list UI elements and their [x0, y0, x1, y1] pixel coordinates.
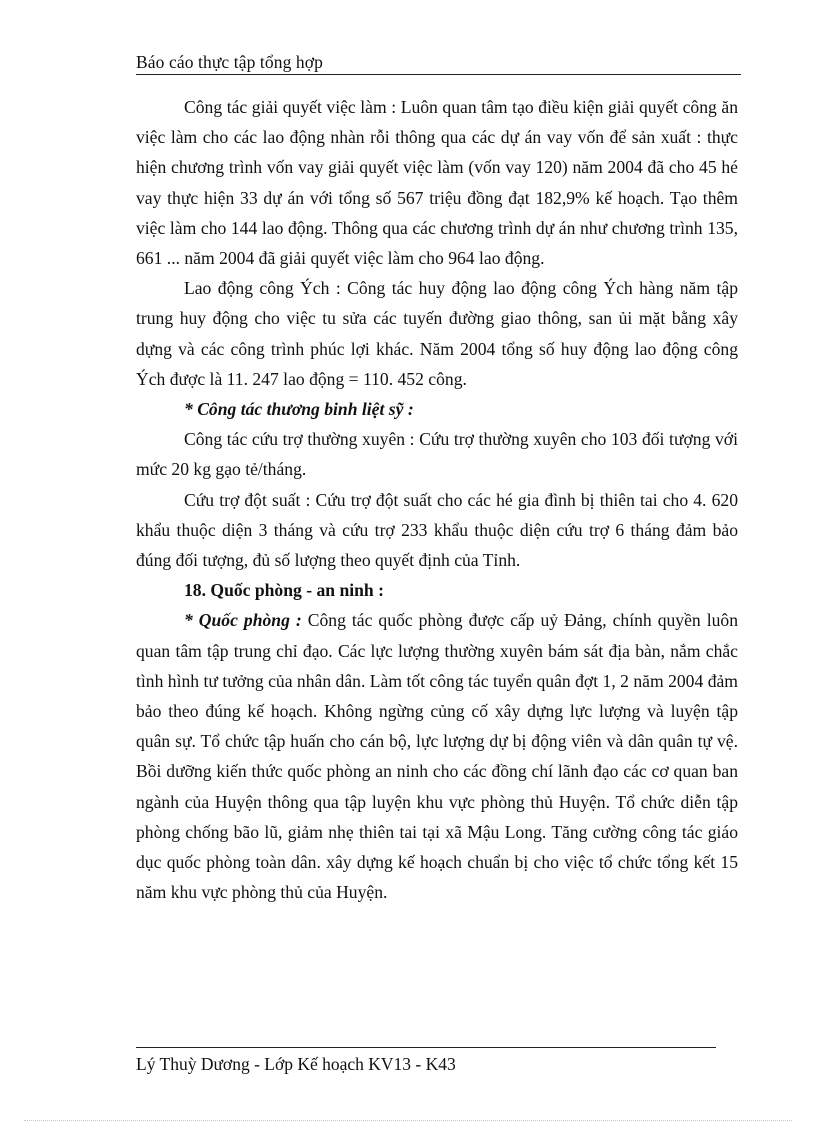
page-footer: Lý Thuỳ Dương - Lớp Kế hoạch KV13 - K43	[136, 1054, 456, 1074]
document-body	[136, 92, 738, 907]
paragraph-regular-relief: Công tác cứu trợ thường xuyên : Cứu trợ thường xuyên cho 103 đối tượng với mức 20 kg gạo tẻ/tháng.	[136, 429, 738, 480]
page-header	[136, 48, 741, 75]
heading-war-invalids: * Công tác thương binh liệt sỹ :	[184, 399, 414, 420]
paragraph-emergency-relief: Cứu trợ đột suất : Cứu trợ đột suất cho các hé gia đình bị thiên tai cho 4. 620 khẩu thuộc diện 3 tháng và cứu trợ 233 khẩu thuộc diện cứu trợ 6 tháng đảm bảo đúng đối tượng, đủ số lượng theo quyết định của Tỉnh.	[136, 489, 738, 571]
paragraph-employment: Công tác giải quyết việc làm : Luôn quan tâm tạo điều kiện giải quyết công ăn việc làm cho các lao động nhàn rỗi thông qua các dự án vay vốn để sản xuất : thực hiện chương trình vốn vay giải quyết việc làm (vốn vay 120) năm 2004 đã cho 45 hé vay thực hiện 33 dự án với tổng số 567 triệu đồng đạt 182,9% kế hoạch. Tạo thêm việc làm cho 144 lao động. Thông qua các chương trình dự án như chương trình 135, 661 ... năm 2004 đã giải quyết việc làm cho 964 lao động.	[136, 97, 738, 269]
heading-defense-security: 18. Quốc phòng - an ninh :	[184, 580, 384, 601]
paragraph-national-defense	[136, 605, 738, 907]
paragraph-public-labor: Lao động công Ých : Công tác huy động lao động công Ých hàng năm tập trung huy động cho việc tu sửa các tuyến đường giao thông, san ủi mặt bằng xây dựng và các công trình phúc lợi khác. Năm 2004 tổng số huy động lao động công Ých được là 11. 247 lao động = 110. 452 công.	[136, 278, 738, 389]
defense-lead: * Quốc phòng :	[184, 610, 302, 631]
defense-text: Công tác quốc phòng được cấp uỷ Đảng, chính quyền luôn quan tâm tập trung chỉ đạo. Các lực lượng thường xuyên bám sát địa bàn, nắm chắc tình hình tư tưởng của nhân dân. Làm tốt công tác tuyển quân đợt 1, 2 năm 2004 đảm bảo theo đúng kế hoạch. Không ngừng củng cố xây dựng lực lượng và luyện tập quân sự. Tổ chức tập huấn cho cán bộ, lực lượng dự bị động viên và dân quân tự vệ. Bồi dưỡng kiến thức quốc phòng an ninh cho các đồng chí lãnh đạo các cơ quan ban ngành của Huyện thông qua tập luyện khu vực phòng thủ Huyện. Tổ chức diễn tập phòng chống bão lũ, giảm nhẹ thiên tai tại xã Mậu Long. Tăng cường công tác giáo dục quốc phòng toàn dân. xây dựng kế hoạch chuẩn bị cho việc tổ chức tổng kết 15 năm khu vực phòng thủ của Huyện.	[136, 610, 738, 903]
header-title: Báo cáo thực tập tổng hợp	[136, 52, 323, 72]
page-bottom-edge	[24, 1120, 792, 1121]
footer-divider	[136, 1047, 716, 1048]
